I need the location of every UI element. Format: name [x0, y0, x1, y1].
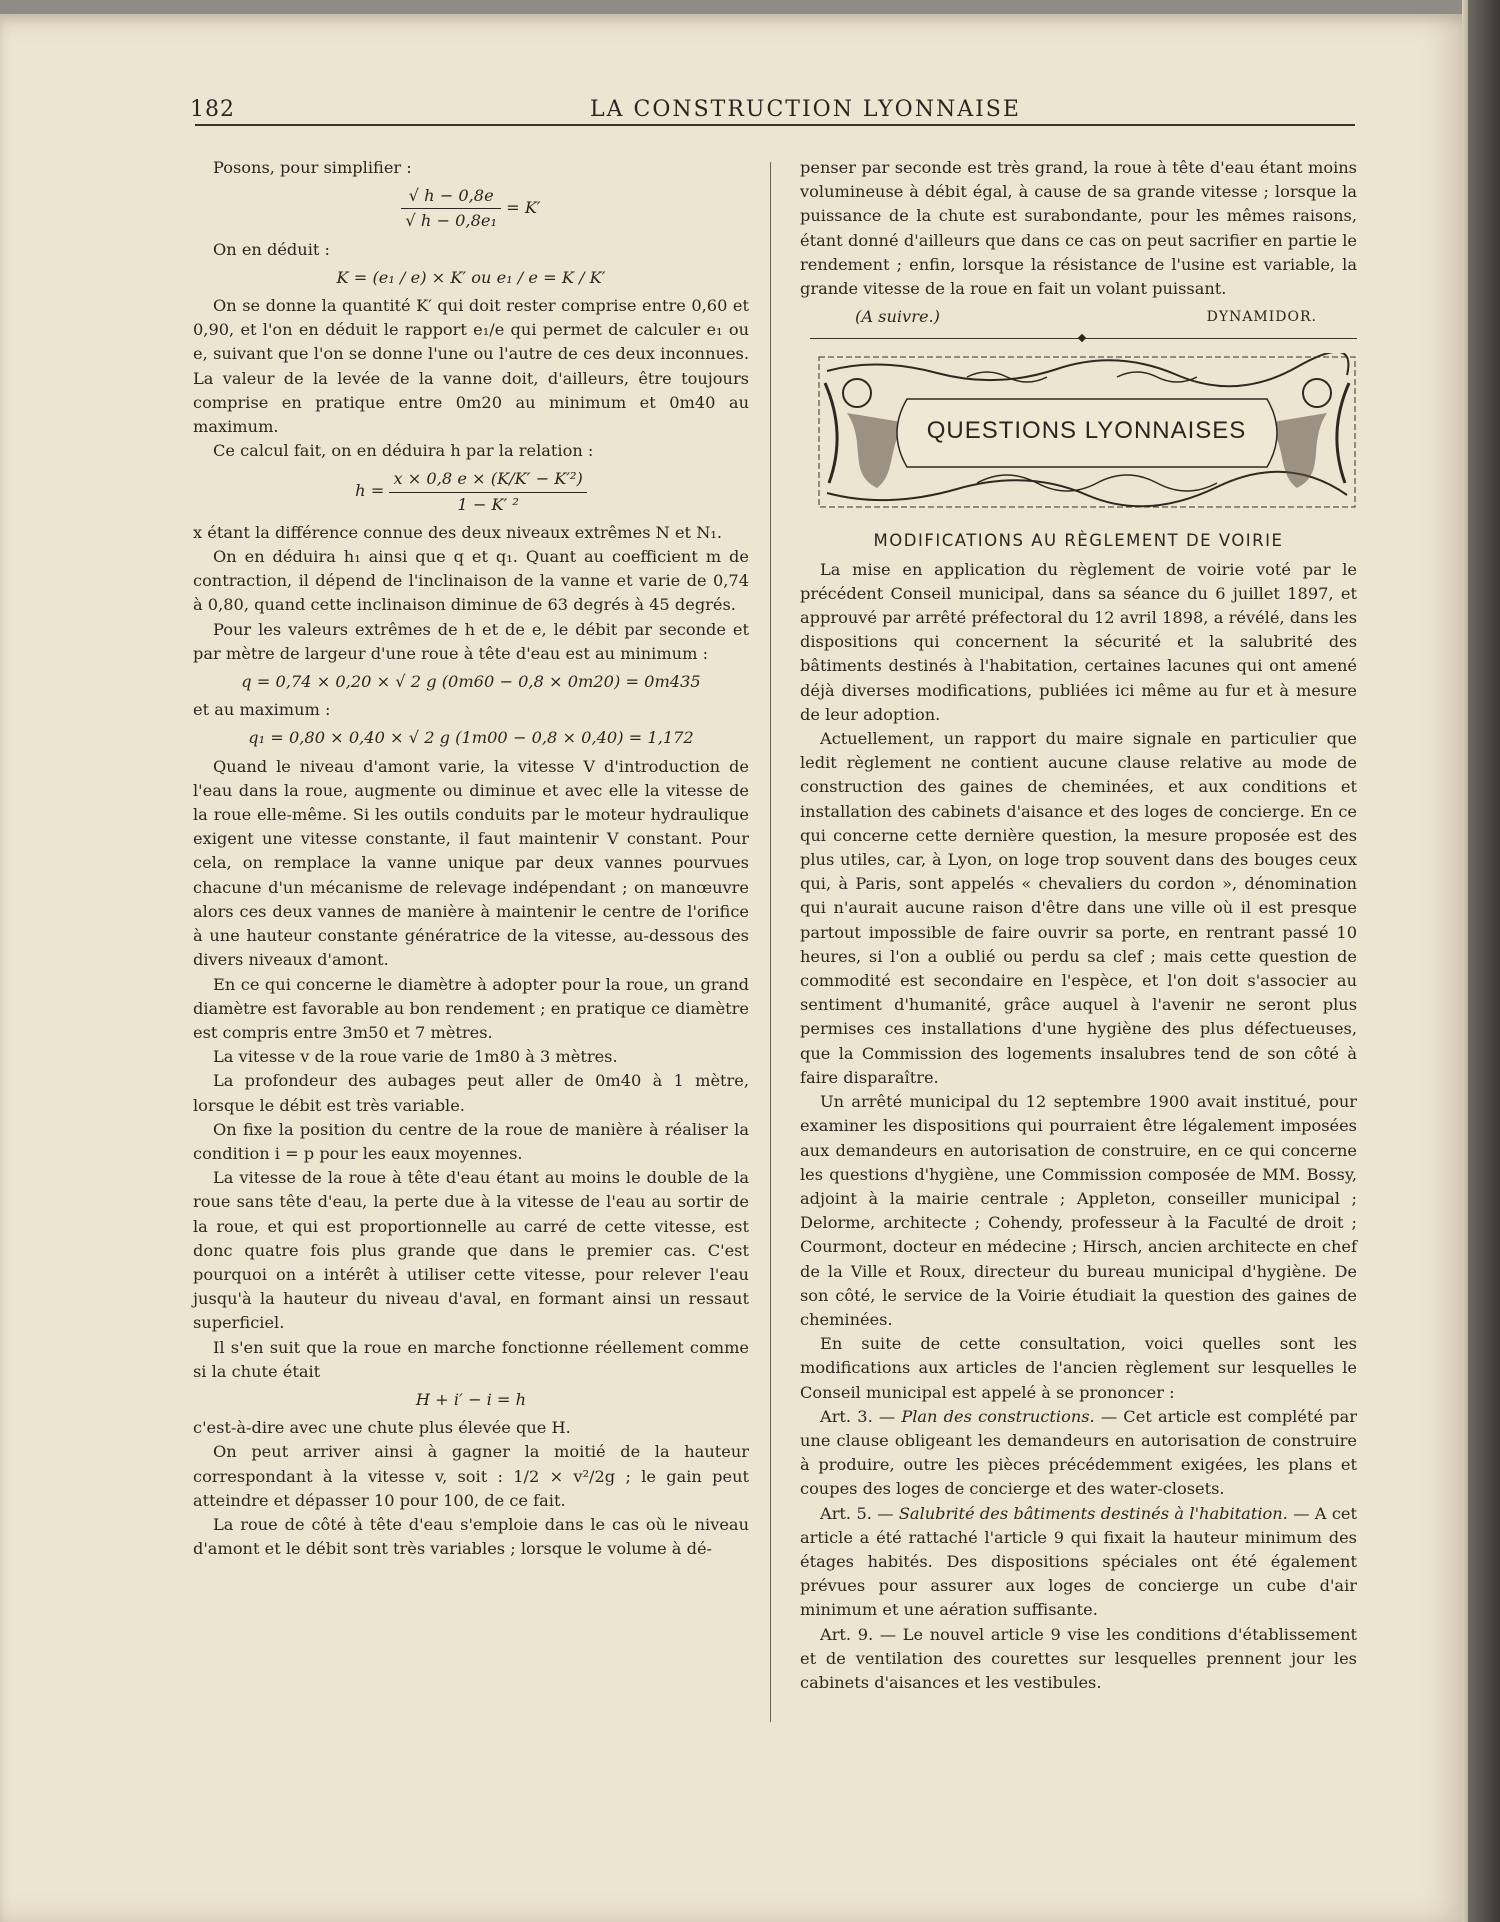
paragraph: Posons, pour simplifier : — [213, 158, 412, 177]
section-title: MODIFICATIONS AU RÈGLEMENT DE VOIRIE — [873, 531, 1284, 551]
paragraph: et au maximum : — [193, 700, 331, 720]
equation-q-min: q = 0,74 × 0,20 × √ 2 g (0m60 − 0,8 × 0m20) = 0m435 — [241, 672, 701, 692]
paragraph: On en déduira h₁ ainsi que q et q₁. Quant au coefficient m de contraction, il dépend de l'inclinaison de la vanne et varie de 0,74 à 0,80, quand cette inclinaison diminue de 63 degrés à 45 degrés. — [193, 547, 749, 615]
paragraph: En ce qui concerne le diamètre à adopter pour la roue, un grand diamètre est favorable au bon rendement ; en pratique ce diamètre est compris entre 3m50 et 7 mètres. — [193, 974, 749, 1042]
paragraph: On fixe la position du centre de la roue de manière à réaliser la condition i = p pour les eaux moyennes. — [193, 1119, 749, 1163]
column-divider — [770, 162, 771, 1722]
paragraph: La roue de côté à tête d'eau s'emploie dans le cas où le niveau d'amont et le débit sont très variables ; lorsque le volume à dé- — [193, 1514, 749, 1559]
paragraph: La mise en application du règlement de voirie voté par le précédent Conseil municipal, dans sa séance du 6 juillet 1897, et approuvé par arrêté préfectoral du 12 avril 1898, a révélé, dans les dispositions qui concernent la sécurité et la salubrité des bâtiments destinés à l'habitation, certaines lacunes qui ont amené déjà diverses modifications, publiées ici même au fur et à mesure de leur adoption. — [800, 559, 1357, 724]
paragraph: La profondeur des aubages peut aller de 0m40 à 1 mètre, lorsque le débit est très variable. — [193, 1071, 749, 1115]
paragraph: Il s'en suit que la roue en marche fonctionne réellement comme si la chute était — [193, 1337, 749, 1381]
to-be-continued: (A suivre.) — [855, 307, 940, 327]
paragraph: On en déduit : — [213, 239, 331, 259]
paragraph: Ce calcul fait, on en déduira h par la relation : — [213, 441, 594, 461]
article-5: Art. 5. — Salubrité des bâtiments destinés à l'habitation. — A cet article a été rattaché l'article 9 qui fixait la hauteur minimum des étages habités. Des dispositions spéciales ont été également prévues pour assurer aux loges de concierge un cube d'air minimum et une aération suffisante. — [800, 1503, 1357, 1620]
author-signature: DYNAMIDOR. — [1206, 309, 1317, 326]
running-title: LA CONSTRUCTION LYONNAISE — [590, 97, 1021, 122]
fraction: $\frac{√ h - 0,8e}{\text{√ h − 0,8e₁}}$ — [401, 184, 501, 233]
paragraph: x étant la différence connue des deux niveaux extrêmes N et N₁. — [193, 522, 722, 542]
equation-k: K = (e₁ / e) × K′ ou e₁ / e = K / K′ — [336, 267, 606, 287]
section-divider — [800, 333, 1357, 345]
article-end — [800, 305, 1357, 329]
fraction: $\frac{\text{x × 0,8 e × (K/K′ − K′²)}}{\text{1 − K′ ²}}$ — [389, 467, 586, 516]
paragraph: Quand le niveau d'amont varie, la vitesse V d'introduction de l'eau dans la roue, augmente ou diminue et avec elle la vitesse de la roue elle-même. Si les outils conduits par le moteur hydraulique exigent une vitesse constante, il faut maintenir V constant. Pour cela, on remplace la vanne unique par deux vannes pourvues chacune d'un mécanisme de relevage indépendant ; on manœuvre alors ces deux vannes de manière à maintenir le centre de l'orifice à une hauteur constante génératrice de la vitesse, au-dessous des divers niveaux d'amont. — [193, 756, 749, 970]
page-header — [190, 92, 1355, 132]
equation-k-prime: $\frac{√ h - 0,8e}{\text{√ h − 0,8e₁}}$ = K′ — [193, 184, 749, 233]
article-9: Art. 9. — Le nouvel article 9 vise les conditions d'établissement et de ventilation des courettes sur lesquelles prennent jour les cabinets d'aisances et les vestibules. — [800, 1624, 1357, 1692]
right-column — [800, 156, 1357, 1695]
paragraph: En suite de cette consultation, voici quelles sont les modifications aux articles de l'ancien règlement sur lesquelles le Conseil municipal est appelé à se prononcer : — [800, 1334, 1357, 1402]
article-3: Art. 3. — Plan des constructions. — Cet article est complété par une clause obligeant les demandeurs en autorisation de construire à produire, outre les pièces précédemment exigées, les plans et coupes des loges de concierge et des water-closets. — [800, 1406, 1357, 1499]
binding-shadow — [1468, 0, 1500, 1922]
paragraph: Actuellement, un rapport du maire signale en particulier que ledit règlement ne contient aucune clause relative au mode de construction des gaines de cheminées, et aux conditions et installation des cabinets d'aisance et des loges de concierge. En ce qui concerne cette dernière question, la mesure proposée est des plus utiles, car, à Lyon, on loge trop souvent dans des bouges ceux qui, à Paris, sont appelés « chevaliers du cordon », dénomination qui n'aurait aucune raison d'être dans une ville où il est presque partout impossible de faire ouvrir sa porte, en rentrant passé 10 heures, si l'on a oublié ou perdu sa clef ; mais cette question de commodité est secondaire en l'espèce, et l'on doit s'associer au sentiment d'humanité, grâce auquel à l'avenir ne seront plus permises ces installations d'une hygiène des plus défectueuses, que la Commission des logements insalubres tend de son côté à faire disparaître. — [800, 729, 1357, 1087]
banner-title: QUESTIONS LYONNAISES — [926, 417, 1247, 445]
header-rule — [195, 124, 1355, 126]
equation-chute: H + i′ − i = h — [415, 1389, 527, 1409]
equation-h: h = $\frac{\text{x × 0,8 e × (K/K′ − K′²)}}{\text{1 − K′ ²}}$ — [193, 467, 749, 516]
paragraph: On peut arriver ainsi à gagner la moitié de la hauteur correspondant à la vitesse v, soit : 1/2 × v²/2g ; le gain peut atteindre et dépasser 10 pour 100, de ce fait. — [193, 1442, 749, 1510]
paragraph: La vitesse de la roue à tête d'eau étant au moins le double de la roue sans tête d'eau, la perte due à la vitesse de l'eau au sortir de la roue, et qui est proportionnelle au carré de cette vitesse, est donc quatre fois plus grande que dans le premier cas. C'est pourquoi on a intérêt à utiliser cette vitesse, pour relever l'eau jusqu'à la hauteur du niveau d'aval, en formant ainsi un ressaut superficiel. — [193, 1168, 749, 1333]
paragraph: On se donne la quantité K′ qui doit rester comprise entre 0,60 et 0,90, et l'on en déduit le rapport e₁/e qui permet de calculer e₁ ou e, suivant que l'on se donne l'une ou l'autre de ces deux inconnues. La valeur de la levée de la vanne doit, d'ailleurs, être toujours comprise en pratique entre 0m20 au minimum et 0m40 au maximum. — [193, 296, 749, 437]
left-column — [193, 156, 749, 1561]
page-number: 182 — [190, 97, 235, 122]
paragraph: Un arrêté municipal du 12 septembre 1900 avait institué, pour examiner les dispositions qui pourraient être légalement imposées aux demandeurs en autorisation de construire, en ce qui concerne les questions d'hygiène, une Commission composée de MM. Bossy, adjoint à la mairie centrale ; Appleton, conseiller municipal ; Delorme, architecte ; Cohendy, professeur à la Faculté de droit ; Courmont, docteur en médecine ; Hirsch, ancien architecte en chef de la Ville et Roux, directeur du bureau municipal d'hygiène. De son côté, le service de la Voirie étudiait la question des gaines de cheminées. — [800, 1092, 1357, 1329]
section-banner — [817, 353, 1357, 511]
paragraph: c'est-à-dire avec une chute plus élevée que H. — [193, 1418, 571, 1438]
equation-q-max: q₁ = 0,80 × 0,40 × √ 2 g (1m00 − 0,8 × 0,40) = 1,172 — [248, 728, 694, 748]
paragraph: Pour les valeurs extrêmes de h et de e, le débit par seconde et par mètre de largeur d'une roue à tête d'eau est au minimum : — [193, 619, 749, 663]
paragraph: La vitesse v de la roue varie de 1m80 à 3 mètres. — [213, 1047, 618, 1067]
paragraph: penser par seconde est très grand, la roue à tête d'eau étant moins volumineuse à débit égal, à cause de sa grande vitesse ; lorsque la puissance de la chute est surabondante, pour les mêmes raisons, étant donné d'ailleurs que dans ce cas on peut sacrifier en partie le rendement ; enfin, lorsque la résistance de l'usine est variable, la grande vitesse de la roue en fait un volant puissant. — [800, 158, 1357, 299]
